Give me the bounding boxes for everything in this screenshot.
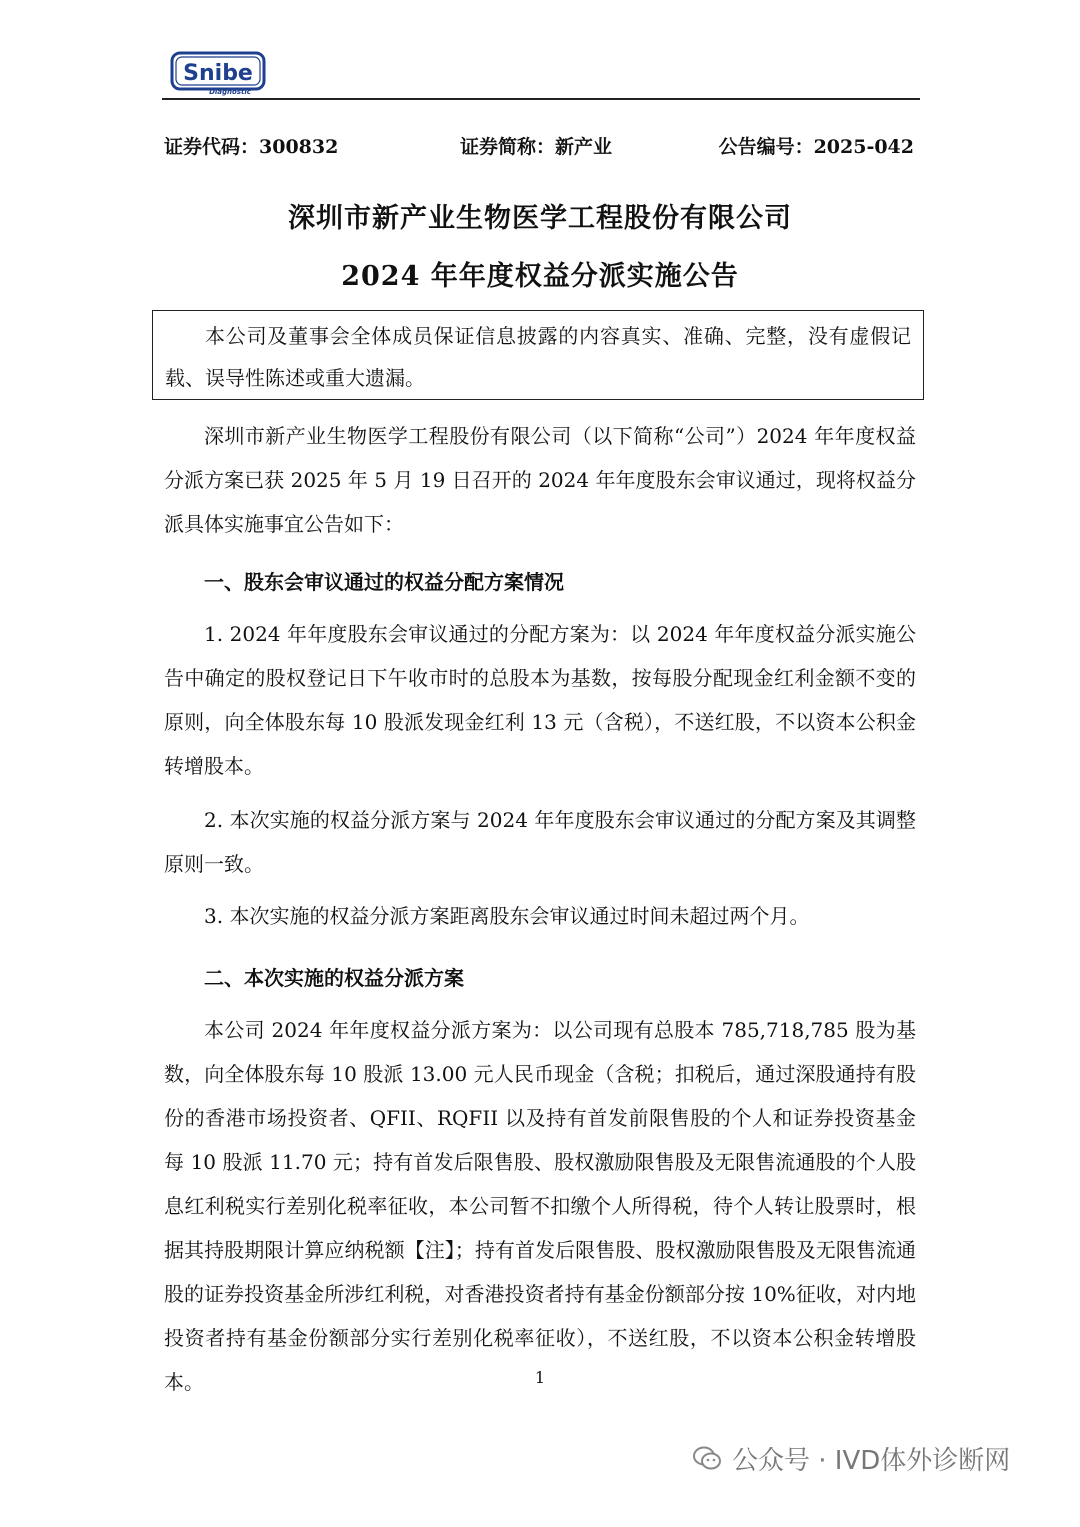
watermark [692, 1438, 1010, 1478]
announcement-meta [164, 132, 914, 162]
announcement-title: 2024 年年度权益分派实施公告 [341, 261, 739, 292]
security-code: 证券代码：300832 [164, 136, 339, 158]
header-divider [162, 98, 920, 100]
security-short-name: 证券简称：新产业 [460, 136, 613, 158]
section-two-body: 本公司 2024 年年度权益分派方案为：以公司现有总股本 785,718,785 股为基数，向全体股东每 10 股派 13.00 元人民币现金（含税；扣税后，通过深股通持有股份的香港市场投资者、QFII、RQFII 以及持有首发前限售股的个人和证券投资基金每 10 股派 11.70 元；持有首发后限售股、股权激励限售股及无限售流通股的个人股息红利税实行差别化税率征收，本公司暂不扣缴个人所得税，待个人转让股票时，根据其持股期限计算应纳税额【注】；持有首发后限售股、股权激励限售股及无限售流通股的证券投资基金所涉红利税，对香港投资者持有基金份额部分按 10%征收，对内地投资者持有基金份额部分实行差别化税率征收），不送红股，不以资本公积金转增股本。 [164, 1018, 916, 1394]
notice-number: 公告编号：2025-042 [718, 136, 914, 158]
section-two-heading: 二、本次实施的权益分派方案 [204, 966, 464, 990]
svg-text:Snibe: Snibe [183, 61, 253, 86]
snibe-logo-graphic [170, 50, 266, 96]
page-number: 1 [534, 1368, 546, 1387]
watermark-text: 公众号 · IVD体外诊断网 [732, 1445, 1011, 1476]
section-one-heading: 一、股东会审议通过的权益分配方案情况 [204, 570, 564, 594]
intro-paragraph: 深圳市新产业生物医学工程股份有限公司（以下简称“公司”）2024 年年度权益分派方案已获 2025 年 5 月 19 日召开的 2024 年年度股东会审议通过，现将权益分派具体实施事宜公告如下： [164, 424, 916, 536]
disclaimer-text: 本公司及董事会全体成员保证信息披露的内容真实、准确、完整，没有虚假记载、误导性陈述或重大遗漏。 [165, 324, 911, 390]
company-title: 深圳市新产业生物医学工程股份有限公司 [288, 203, 792, 234]
wechat-icon [692, 1443, 722, 1473]
section-one-item-1: 1. 2024 年年度股东会审议通过的分配方案为：以 2024 年年度权益分派实施公告中确定的股权登记日下午收市时的总股本为基数，按每股分配现金红利金额不变的原则，向全体股东每 10 股派发现金红利 13 元（含税），不送红股，不以资本公积金转增股本。 [164, 622, 916, 778]
section-one-item-3: 3. 本次实施的权益分派方案距离股东会审议通过时间未超过两个月。 [204, 904, 810, 928]
section-one-item-2: 2. 本次实施的权益分派方案与 2024 年年度股东会审议通过的分配方案及其调整原则一致。 [164, 808, 916, 876]
disclaimer-box [152, 310, 924, 400]
svg-text:Diagnostic: Diagnostic [209, 88, 251, 96]
company-logo [170, 50, 266, 96]
